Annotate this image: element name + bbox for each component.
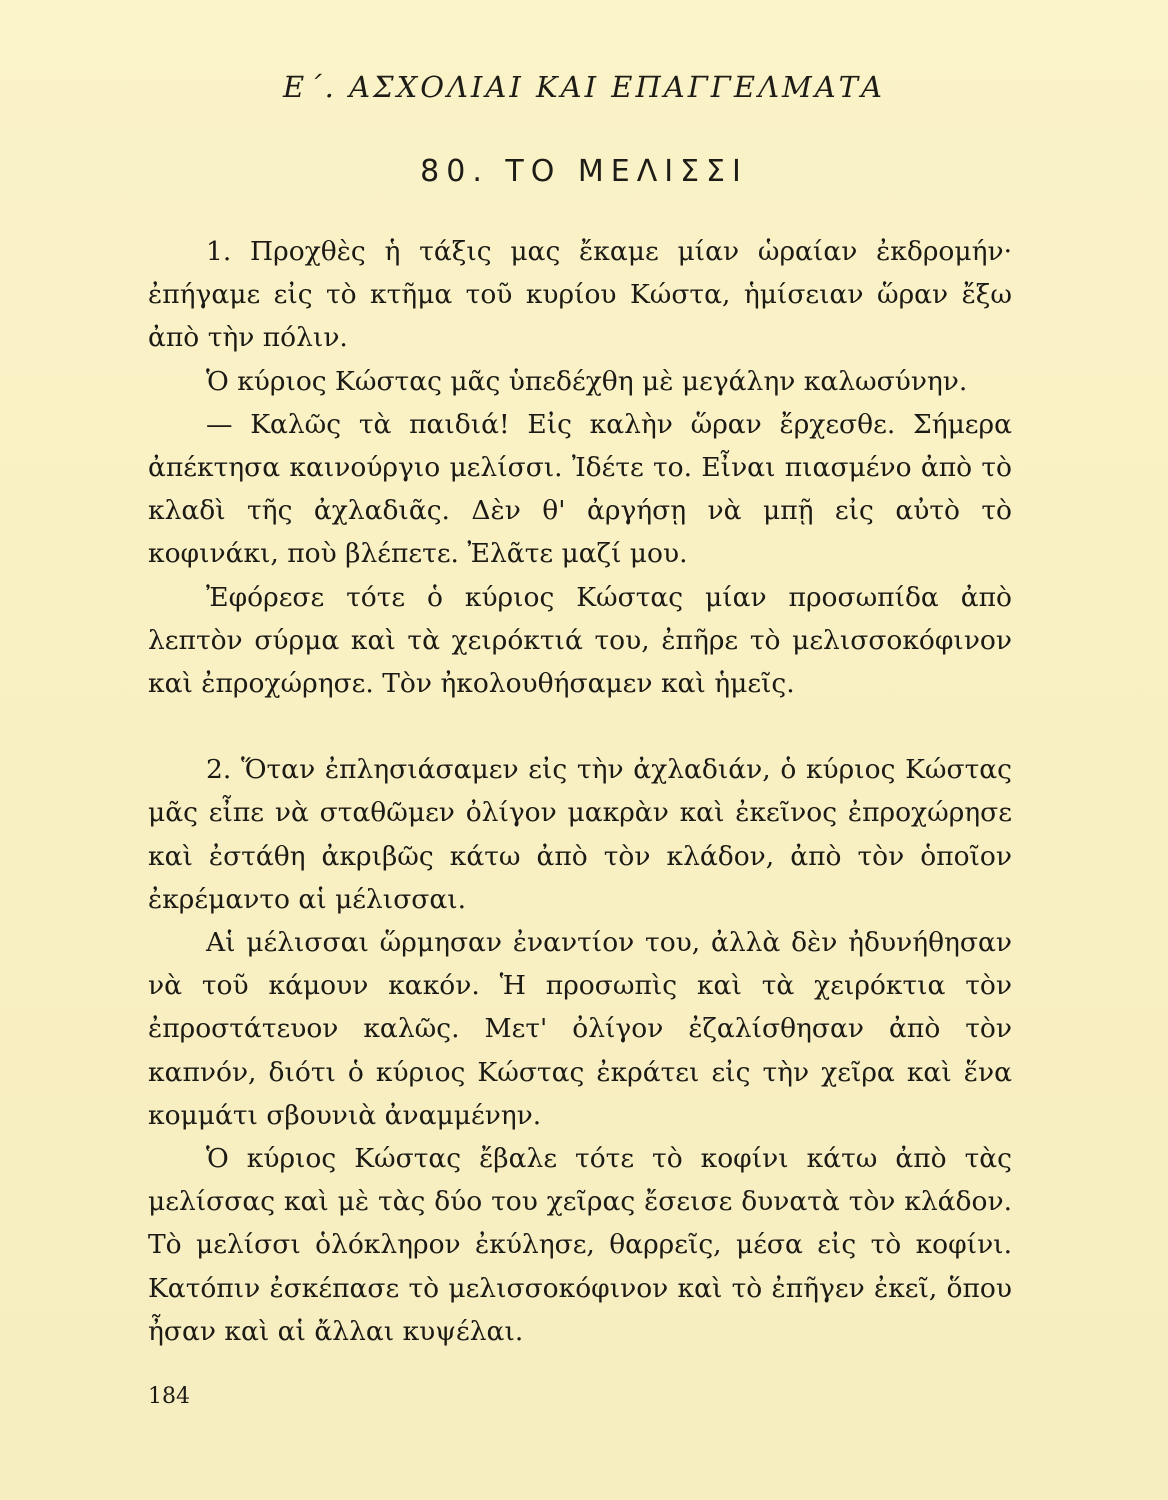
paragraph-6: Αἱ μέλισσαι ὥρμησαν ἐναντίον του, ἀλλὰ δὲν ἠδυνήθησαν νὰ τοῦ κάμουν κακόν. Ἡ προσωπὶς καὶ τὰ χειρόκτια τὸν ἐπροστάτευον καλῶς. Μετ' ὀλίγον ἐζαλίσθησαν ἀπὸ τὸν καπνόν, διότι ὁ κύριος Κώστας ἐκράτει εἰς τὴν χεῖρα καὶ ἕνα κομμάτι σβουνιὰ ἀναμμένην. — [148, 927, 1012, 1131]
lesson-body — [148, 230, 1012, 1353]
paragraph-4: Ἐφόρεσε τότε ὁ κύριος Κώστας μίαν προσωπίδα ἀπὸ λεπτὸν σύρμα καὶ τὰ χειρόκτιά του, ἐπῆρε τὸ μελισσοκόφινον καὶ ἐπροχώρησε. Τὸν ἠκολουθήσαμεν καὶ ἡμεῖς. — [148, 581, 1012, 700]
chapter-heading: Ε΄. ΑΣΧΟΛΙΑΙ ΚΑΙ ΕΠΑΓΓΕΛΜΑΤΑ — [283, 70, 885, 104]
paragraph-7: Ὁ κύριος Κώστας ἔβαλε τότε τὸ κοφίνι κάτω ἀπὸ τὰς μελίσσας καὶ μὲ τὰς δύο του χεῖρας ἔσεισε δυνατὰ τὸν κλάδον. Τὸ μελίσσι ὁλόκληρον ἐκύλησε, θαρρεῖς, μέσα εἰς τὸ κοφίνι. Κατόπιν ἐσκέπασε τὸ μελισσοκόφινον καὶ τὸ ἐπῆγεν ἐκεῖ, ὅπου ἦσαν καὶ αἱ ἄλλαι κυψέλαι. — [148, 1143, 1012, 1347]
page-number: 184 — [148, 1384, 190, 1409]
lesson-title: 80. ΤΟ ΜΕΛΙΣΣΙ — [420, 154, 748, 189]
paragraph-5: 2. Ὅταν ἐπλησιάσαμεν εἰς τὴν ἀχλαδιάν, ὁ κύριος Κώστας μᾶς εἶπε νὰ σταθῶμεν ὀλίγον μακρὰν καὶ ἐκεῖνος ἐπροχώρησε καὶ ἐστάθη ἀκριβῶς κάτω ἀπὸ τὸν κλάδον, ἀπὸ τὸν ὁποῖον ἐκρέμαντο αἱ μέλισσαι. — [148, 754, 1012, 915]
paragraph-2: Ὁ κύριος Κώστας μᾶς ὑπεδέχθη μὲ μεγάλην καλωσύνην. — [206, 365, 968, 397]
paragraph-1: 1. Προχθὲς ἡ τάξις μας ἔκαμε μίαν ὡραίαν ἐκδρομήν· ἐπήγαμε εἰς τὸ κτῆμα τοῦ κυρίου Κώστα, ἡμίσειαν ὥραν ἔξω ἀπὸ τὴν πόλιν. — [148, 236, 1012, 354]
paragraph-3: — Καλῶς τὰ παιδιά! Εἰς καλὴν ὥραν ἔρχεσθε. Σήμερα ἀπέκτησα καινούργιο μελίσσι. Ἰδέτε το. Εἶναι πιασμένο ἀπὸ τὸ κλαδὶ τῆς ἀχλαδιᾶς. Δὲν θ' ἀργήσῃ νὰ μπῇ εἰς αὐτὸ τὸ κοφινάκι, ποὺ βλέπετε. Ἐλᾶτε μαζί μου. — [148, 408, 1012, 570]
